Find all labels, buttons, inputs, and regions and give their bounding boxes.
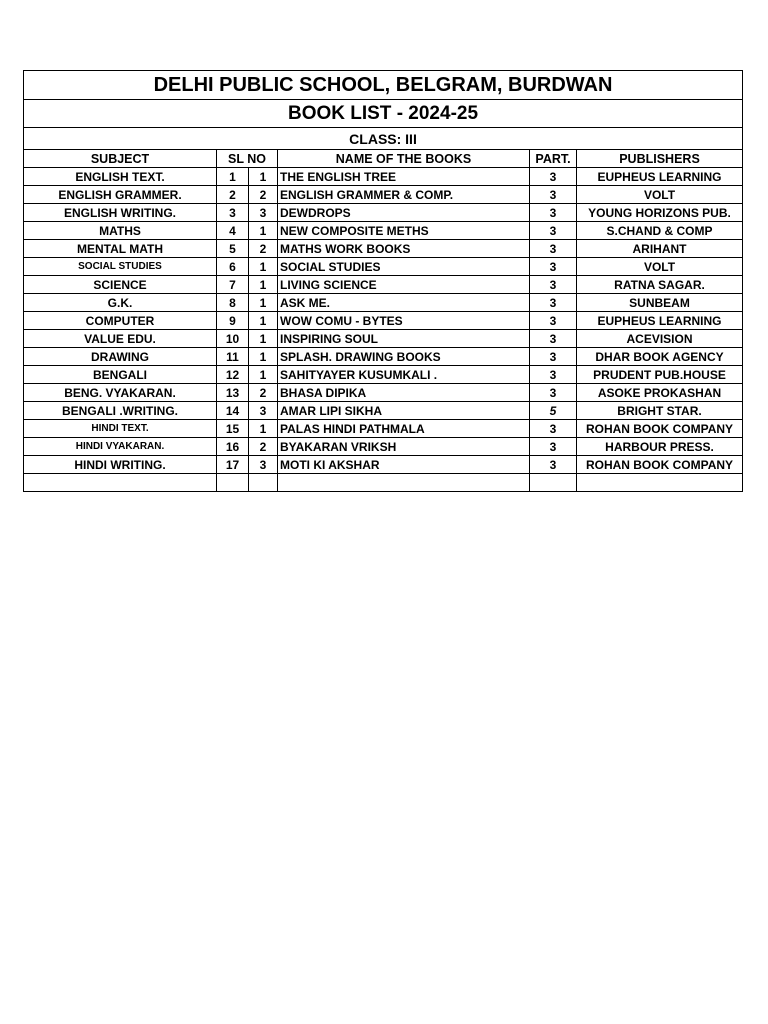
empty-cell	[217, 474, 249, 492]
empty-row	[24, 474, 743, 492]
cell-part: 3	[530, 222, 577, 240]
cell-part: 3	[530, 330, 577, 348]
cell-publisher: SUNBEAM	[577, 294, 743, 312]
cell-sub-no: 1	[249, 258, 278, 276]
cell-sl-no: 5	[217, 240, 249, 258]
table-row	[24, 186, 743, 204]
book-list-title: BOOK LIST - 2024-25	[24, 100, 743, 128]
cell-publisher: ROHAN BOOK COMPANY	[577, 420, 743, 438]
cell-sub-no: 2	[249, 186, 278, 204]
cell-sub-no: 1	[249, 222, 278, 240]
empty-cell	[278, 474, 530, 492]
cell-sl-no: 8	[217, 294, 249, 312]
cell-sub-no: 1	[249, 312, 278, 330]
header-sl-no: SL NO	[217, 150, 278, 168]
table-row	[24, 312, 743, 330]
header-book-name: NAME OF THE BOOKS	[278, 150, 530, 168]
cell-sub-no: 1	[249, 168, 278, 186]
cell-subject: SCIENCE	[24, 276, 217, 294]
cell-subject: ENGLISH TEXT.	[24, 168, 217, 186]
table-row	[24, 240, 743, 258]
cell-publisher: EUPHEUS LEARNING	[577, 312, 743, 330]
cell-part: 3	[530, 420, 577, 438]
cell-subject: COMPUTER	[24, 312, 217, 330]
cell-book-name: PALAS HINDI PATHMALA	[278, 420, 530, 438]
cell-sub-no: 3	[249, 402, 278, 420]
cell-subject: DRAWING	[24, 348, 217, 366]
cell-publisher: BRIGHT STAR.	[577, 402, 743, 420]
cell-book-name: SAHITYAYER KUSUMKALI .	[278, 366, 530, 384]
cell-book-name: NEW COMPOSITE METHS	[278, 222, 530, 240]
cell-sl-no: 2	[217, 186, 249, 204]
cell-subject: HINDI TEXT.	[24, 420, 217, 438]
header-row	[24, 150, 743, 168]
table-row	[24, 294, 743, 312]
cell-part: 3	[530, 366, 577, 384]
cell-book-name: SPLASH. DRAWING BOOKS	[278, 348, 530, 366]
table-row	[24, 402, 743, 420]
cell-book-name: MATHS WORK BOOKS	[278, 240, 530, 258]
class-label: CLASS: III	[24, 128, 743, 150]
cell-part: 3	[530, 276, 577, 294]
cell-book-name: AMAR LIPI SIKHA	[278, 402, 530, 420]
cell-book-name: WOW COMU - BYTES	[278, 312, 530, 330]
cell-sl-no: 4	[217, 222, 249, 240]
cell-sl-no: 6	[217, 258, 249, 276]
cell-part: 3	[530, 294, 577, 312]
cell-sl-no: 12	[217, 366, 249, 384]
cell-publisher: PRUDENT PUB.HOUSE	[577, 366, 743, 384]
cell-part: 3	[530, 240, 577, 258]
cell-part: 3	[530, 168, 577, 186]
cell-publisher: HARBOUR PRESS.	[577, 438, 743, 456]
cell-sl-no: 13	[217, 384, 249, 402]
cell-sub-no: 1	[249, 330, 278, 348]
cell-sub-no: 1	[249, 420, 278, 438]
cell-subject: VALUE EDU.	[24, 330, 217, 348]
class-row	[24, 128, 743, 150]
title-row	[24, 71, 743, 100]
cell-subject: HINDI WRITING.	[24, 456, 217, 474]
cell-publisher: ASOKE PROKASHAN	[577, 384, 743, 402]
cell-subject: HINDI VYAKARAN.	[24, 438, 217, 456]
cell-sub-no: 1	[249, 366, 278, 384]
empty-cell	[577, 474, 743, 492]
cell-part: 3	[530, 204, 577, 222]
cell-sl-no: 9	[217, 312, 249, 330]
cell-publisher: VOLT	[577, 186, 743, 204]
cell-part: 3	[530, 456, 577, 474]
cell-sl-no: 16	[217, 438, 249, 456]
cell-sl-no: 17	[217, 456, 249, 474]
cell-sl-no: 7	[217, 276, 249, 294]
empty-cell	[24, 474, 217, 492]
cell-publisher: RATNA SAGAR.	[577, 276, 743, 294]
cell-book-name: LIVING SCIENCE	[278, 276, 530, 294]
cell-book-name: ASK ME.	[278, 294, 530, 312]
table-row	[24, 276, 743, 294]
header-part: PART.	[530, 150, 577, 168]
cell-part: 3	[530, 348, 577, 366]
table-row	[24, 168, 743, 186]
cell-sl-no: 14	[217, 402, 249, 420]
cell-part: 5	[530, 402, 577, 420]
cell-subject: MATHS	[24, 222, 217, 240]
cell-subject: SOCIAL STUDIES	[24, 258, 217, 276]
cell-sl-no: 15	[217, 420, 249, 438]
table-row	[24, 420, 743, 438]
school-title: DELHI PUBLIC SCHOOL, BELGRAM, BURDWAN	[24, 71, 743, 100]
cell-sl-no: 3	[217, 204, 249, 222]
cell-sl-no: 1	[217, 168, 249, 186]
cell-subject: BENG. VYAKARAN.	[24, 384, 217, 402]
cell-sub-no: 1	[249, 276, 278, 294]
cell-book-name: THE ENGLISH TREE	[278, 168, 530, 186]
cell-publisher: EUPHEUS LEARNING	[577, 168, 743, 186]
table-row	[24, 438, 743, 456]
cell-book-name: SOCIAL STUDIES	[278, 258, 530, 276]
table-row	[24, 384, 743, 402]
cell-part: 3	[530, 258, 577, 276]
cell-subject: BENGALI	[24, 366, 217, 384]
cell-publisher: ACEVISION	[577, 330, 743, 348]
cell-subject: ENGLISH WRITING.	[24, 204, 217, 222]
table-row	[24, 456, 743, 474]
cell-part: 3	[530, 186, 577, 204]
cell-book-name: INSPIRING SOUL	[278, 330, 530, 348]
cell-subject: G.K.	[24, 294, 217, 312]
cell-part: 3	[530, 438, 577, 456]
cell-publisher: YOUNG HORIZONS PUB.	[577, 204, 743, 222]
empty-cell	[249, 474, 278, 492]
table-row	[24, 204, 743, 222]
cell-subject: BENGALI .WRITING.	[24, 402, 217, 420]
table-row	[24, 222, 743, 240]
cell-publisher: S.CHAND & COMP	[577, 222, 743, 240]
cell-part: 3	[530, 312, 577, 330]
empty-cell	[530, 474, 577, 492]
cell-book-name: BYAKARAN VRIKSH	[278, 438, 530, 456]
cell-subject: ENGLISH GRAMMER.	[24, 186, 217, 204]
cell-book-name: BHASA DIPIKA	[278, 384, 530, 402]
table-row	[24, 366, 743, 384]
header-subject: SUBJECT	[24, 150, 217, 168]
cell-sub-no: 1	[249, 348, 278, 366]
cell-sub-no: 2	[249, 438, 278, 456]
cell-publisher: DHAR BOOK AGENCY	[577, 348, 743, 366]
header-publisher: PUBLISHERS	[577, 150, 743, 168]
cell-publisher: ROHAN BOOK COMPANY	[577, 456, 743, 474]
cell-subject: MENTAL MATH	[24, 240, 217, 258]
cell-book-name: ENGLISH GRAMMER & COMP.	[278, 186, 530, 204]
cell-part: 3	[530, 384, 577, 402]
cell-sub-no: 3	[249, 456, 278, 474]
cell-sub-no: 1	[249, 294, 278, 312]
cell-sub-no: 2	[249, 384, 278, 402]
subtitle-row	[24, 100, 743, 128]
table-row	[24, 258, 743, 276]
cell-sub-no: 3	[249, 204, 278, 222]
cell-book-name: MOTI KI AKSHAR	[278, 456, 530, 474]
cell-sl-no: 11	[217, 348, 249, 366]
table-row	[24, 348, 743, 366]
cell-sub-no: 2	[249, 240, 278, 258]
cell-sl-no: 10	[217, 330, 249, 348]
cell-publisher: ARIHANT	[577, 240, 743, 258]
book-list-table	[23, 70, 743, 492]
cell-publisher: VOLT	[577, 258, 743, 276]
cell-book-name: DEWDROPS	[278, 204, 530, 222]
table-row	[24, 330, 743, 348]
